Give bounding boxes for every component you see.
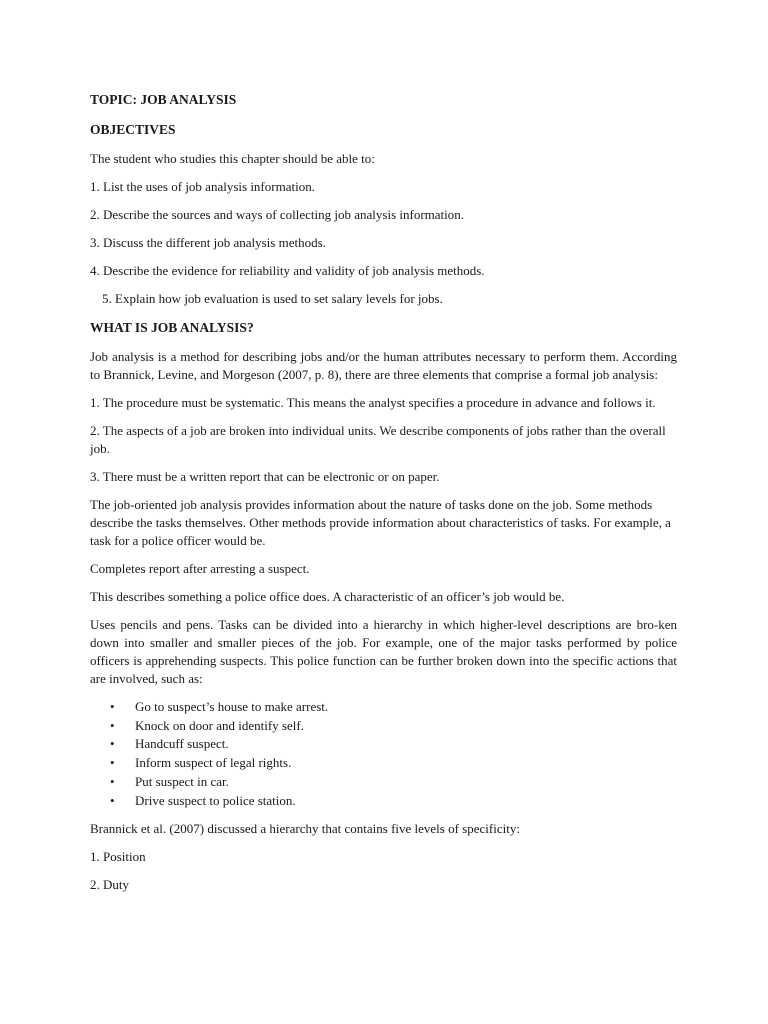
bullet-icon: • [110, 736, 115, 752]
list-item-text: Go to suspect’s house to make arrest. [135, 699, 329, 714]
bullet-icon: • [110, 699, 115, 714]
element-item: 1. The procedure must be systematic. This means the analyst specifies a procedure in advance and follows it. [90, 395, 656, 410]
objective-item: 4. Describe the evidence for reliability and validity of job analysis methods. [90, 263, 485, 278]
bullet-icon: • [110, 755, 115, 771]
brannick-paragraph: Brannick et al. (2007) discussed a hierarchy that contains five levels of specificity: [90, 821, 520, 837]
bullet-icon: • [110, 792, 115, 808]
intro-paragraph: Job analysis is a method for describing jobs and/or the human attributes necessary to perform them. According to Brannick, Levine, and Morgeson (2007, p. 8), there are three elements that comprise a formal job analysis: [90, 349, 677, 382]
level-item: 1. Position [90, 849, 146, 865]
list-item-text: Handcuff suspect. [135, 736, 229, 752]
document-content [90, 90, 677, 904]
list-item [110, 773, 677, 792]
list-item-text: Drive suspect to police station. [135, 792, 296, 808]
topic-heading: TOPIC: JOB ANALYSIS [90, 92, 237, 107]
list-item [110, 792, 677, 811]
element-item: 2. The aspects of a job are broken into individual units. We describe components of jobs rather than the overall job. [90, 423, 666, 456]
completes-report-paragraph: Completes report after arresting a suspect. [90, 561, 310, 576]
bullet-icon: • [110, 717, 115, 733]
list-item [110, 754, 677, 773]
list-item [110, 717, 677, 736]
objectives-heading: OBJECTIVES [90, 122, 176, 137]
list-item [110, 698, 677, 717]
uses-pencils-paragraph: Uses pencils and pens. Tasks can be divided into a hierarchy in which higher-level descriptions are bro-ken down into smaller and smaller pieces of the job. For example, one of the major tasks performed by police officers is apprehending suspects. This police function can be further broken down into the specific actions that are involved, such as: [90, 617, 677, 686]
list-item-text: Knock on door and identify self. [135, 717, 304, 733]
describes-paragraph: This describes something a police office does. A characteristic of an officer’s job would be. [90, 589, 565, 604]
what-is-job-analysis-heading: WHAT IS JOB ANALYSIS? [90, 320, 254, 335]
job-oriented-paragraph: The job-oriented job analysis provides information about the nature of tasks done on the job. Some methods describe the tasks themselves. Other methods provide information about characteristics of tasks. For example, a task for a police officer would be. [90, 497, 671, 548]
list-item [110, 735, 677, 754]
objectives-intro: The student who studies this chapter should be able to: [90, 151, 375, 166]
objective-item: 5. Explain how job evaluation is used to set salary levels for jobs. [102, 291, 443, 306]
list-item-text: Inform suspect of legal rights. [135, 755, 292, 771]
list-item-text: Put suspect in car. [135, 773, 229, 789]
level-item: 2. Duty [90, 877, 129, 893]
objective-item: 1. List the uses of job analysis information. [90, 179, 315, 194]
element-item: 3. There must be a written report that can be electronic or on paper. [90, 469, 440, 484]
bullet-icon: • [110, 773, 115, 789]
objective-item: 3. Discuss the different job analysis methods. [90, 235, 326, 250]
objective-item: 2. Describe the sources and ways of collecting job analysis information. [90, 207, 465, 222]
arrest-actions-list [90, 698, 677, 810]
